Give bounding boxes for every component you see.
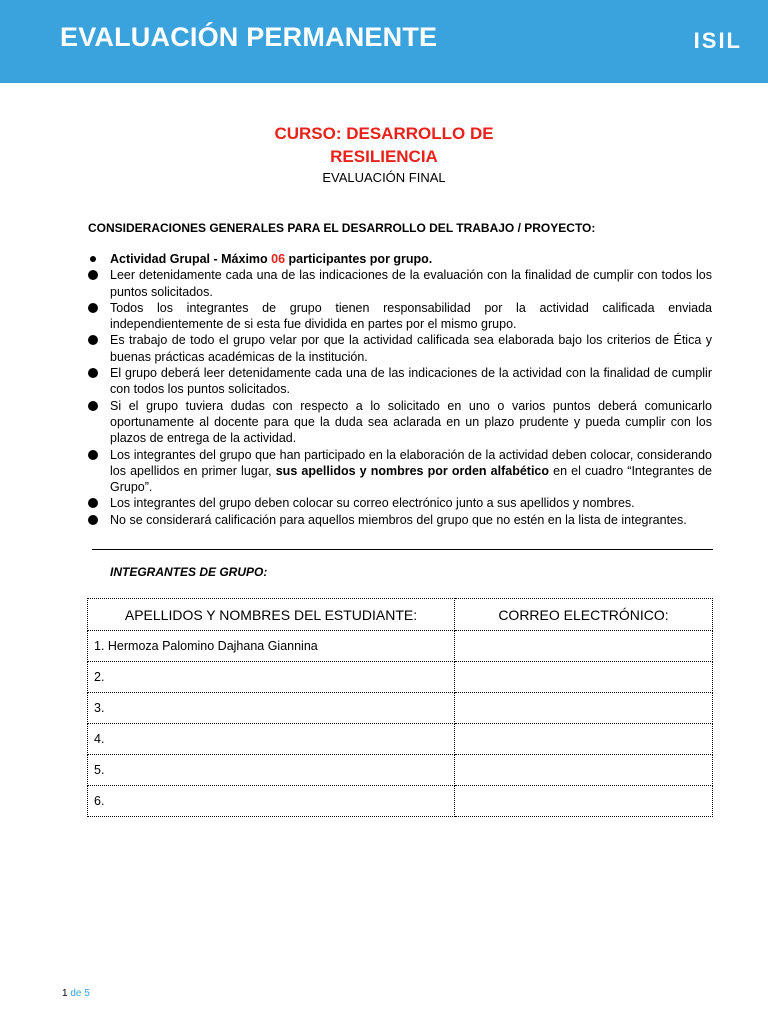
bullet-icon xyxy=(88,335,98,345)
member-email-cell[interactable] xyxy=(455,724,713,755)
evaluation-subtitle: EVALUACIÓN FINAL xyxy=(322,170,446,185)
list-item-text: participantes por grupo. xyxy=(285,252,433,266)
member-email-cell[interactable] xyxy=(455,662,713,693)
current-page: 1 xyxy=(62,988,68,999)
list-item-text: Los integrantes del grupo deben colocar su correo electrónico junto a sus apellidos y nombres. xyxy=(110,496,635,511)
column-header-email: CORREO ELECTRÓNICO: xyxy=(455,599,713,631)
divider xyxy=(92,549,713,550)
page-number xyxy=(62,988,90,999)
member-name-cell[interactable]: 3. xyxy=(88,693,455,724)
isil-logo: ISIL xyxy=(693,28,742,53)
member-name-cell[interactable]: 2. xyxy=(88,662,455,693)
list-item xyxy=(88,251,712,267)
table-row xyxy=(88,755,713,786)
considerations-heading: CONSIDERACIONES GENERALES PARA EL DESARROLLO DEL TRABAJO / PROYECTO: xyxy=(88,221,596,235)
list-item xyxy=(88,398,712,447)
list-item-text: Todos los integrantes de grupo tienen responsabilidad por la actividad calificada enviada independientemente de si esta fue dividida en partes por el mismo grupo. xyxy=(110,300,712,332)
table-row xyxy=(88,724,713,755)
table-header-row xyxy=(88,599,713,631)
bullet-icon xyxy=(88,515,98,525)
list-item-text: Los integrantes del grupo que han participado en la elaboración de la actividad deben colocar, considerando los apellidos en primer lugar, xyxy=(110,447,712,478)
bullet-icon xyxy=(90,256,96,262)
member-name-cell[interactable]: 6. xyxy=(88,786,455,817)
bullet-icon xyxy=(88,270,98,280)
table-row xyxy=(88,631,713,662)
member-email-cell[interactable] xyxy=(455,693,713,724)
list-item xyxy=(88,495,712,511)
bullet-icon xyxy=(88,368,98,378)
total-pages: de 5 xyxy=(70,988,90,999)
considerations-list xyxy=(88,251,712,528)
header-title: EVALUACIÓN PERMANENTE xyxy=(60,22,438,52)
table-row xyxy=(88,786,713,817)
bullet-icon xyxy=(88,303,98,313)
header-banner xyxy=(0,0,768,83)
max-participants-number: 06 xyxy=(271,252,286,266)
list-item xyxy=(88,447,712,496)
list-item-text: Si el grupo tuviera dudas con respecto a lo solicitado en uno o varios puntos deberá comunicarlo oportunamente al docente para que la duda sea aclarada en un plazo prudente y pueda cumplir con los plazos de entrega de la actividad. xyxy=(110,398,712,446)
list-item xyxy=(88,365,712,398)
member-name-cell[interactable]: 5. xyxy=(88,755,455,786)
list-item-text: Leer detenidamente cada una de las indicaciones de la evaluación con la finalidad de cumplir con todos los puntos solicitados. xyxy=(110,268,712,299)
list-item xyxy=(88,267,712,300)
list-item-text: Actividad Grupal - Máximo xyxy=(110,252,272,266)
member-name-cell[interactable]: 4. xyxy=(88,724,455,755)
bullet-icon xyxy=(88,450,98,460)
list-item-text: No se considerará calificación para aquellos miembros del grupo que no estén en la lista de integrantes. xyxy=(110,512,687,527)
column-header-name: APELLIDOS Y NOMBRES DEL ESTUDIANTE: xyxy=(88,599,455,631)
course-title-line2: RESILIENCIA xyxy=(330,147,438,166)
member-name-cell[interactable]: 1. Hermoza Palomino Dajhana Giannina xyxy=(88,631,455,662)
member-email-cell[interactable] xyxy=(455,631,713,662)
bullet-icon xyxy=(88,498,98,508)
list-item-text: El grupo deberá leer detenidamente cada una de las indicaciones de la actividad con la finalidad de cumplir con todos los puntos solicitados. xyxy=(110,366,712,397)
member-email-cell[interactable] xyxy=(455,786,713,817)
course-title xyxy=(0,122,768,168)
member-email-cell[interactable] xyxy=(455,755,713,786)
table-row xyxy=(88,662,713,693)
list-item xyxy=(88,512,712,528)
table-row xyxy=(88,693,713,724)
members-table xyxy=(87,598,713,817)
bullet-icon xyxy=(88,401,98,411)
list-item-bold-text: sus apellidos y nombres por orden alfabético xyxy=(275,463,550,478)
course-title-line1: CURSO: DESARROLLO DE xyxy=(274,124,494,143)
list-item-text: Es trabajo de todo el grupo velar por que la actividad calificada sea elaborada bajo los criterios de Ética y buenas prácticas académicas de la institución. xyxy=(110,333,712,364)
members-title: INTEGRANTES DE GRUPO: xyxy=(110,565,268,579)
list-item xyxy=(88,332,712,365)
list-item-text: en el cuadro “Integrantes de Grupo”. xyxy=(110,463,712,495)
list-item xyxy=(88,300,712,333)
